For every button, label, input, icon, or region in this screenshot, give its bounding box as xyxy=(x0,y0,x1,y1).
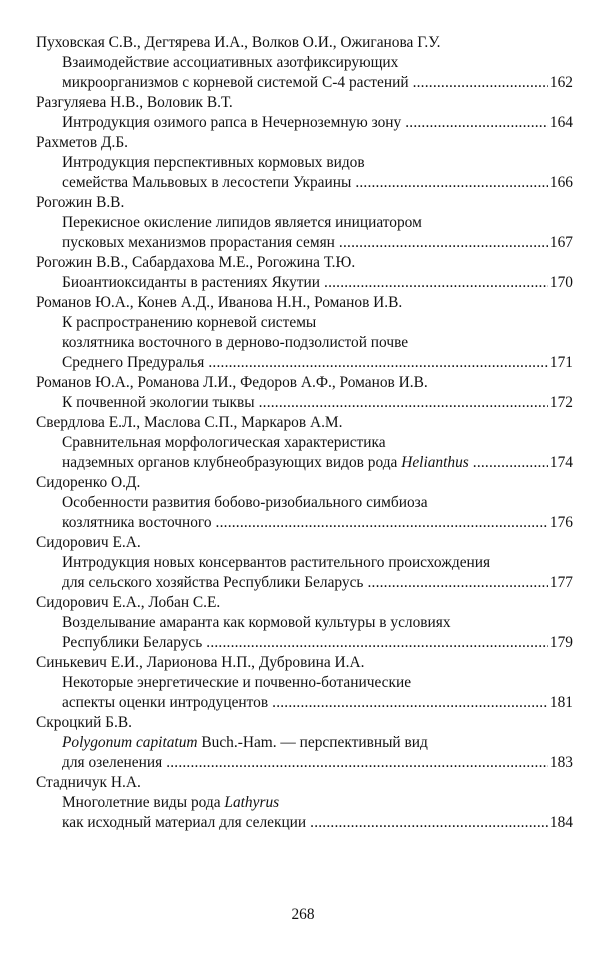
entry-title-text xyxy=(62,453,469,473)
entry-authors: Рогожин В.В., Сабардахова М.Е., Рогожина Т.Ю. xyxy=(36,254,356,271)
entry-title-last-line xyxy=(62,573,573,593)
entry-page-number: 174 xyxy=(549,454,573,471)
entry-title-line xyxy=(62,793,573,813)
toc-entry xyxy=(36,773,573,833)
entry-title-last-line xyxy=(62,393,573,413)
entry-authors: Стадничук Н.А. xyxy=(36,774,141,791)
entry-title-last-line xyxy=(62,453,573,473)
dot-leader xyxy=(206,633,548,653)
entry-title-last-line xyxy=(62,73,573,93)
title-segment: микроорганизмов с корневой системой С-4 растений xyxy=(62,74,409,91)
entry-title-line xyxy=(62,613,573,633)
entry-page-number: 166 xyxy=(549,174,573,191)
entry-title-last-line xyxy=(62,693,573,713)
entry-page-number: 183 xyxy=(549,754,573,771)
entry-title-line xyxy=(62,673,573,693)
entry-authors: Разгуляева Н.В., Воловик В.Т. xyxy=(36,94,233,111)
entry-title-last-line xyxy=(62,233,573,253)
entry-authors: Рахметов Д.Б. xyxy=(36,134,129,151)
entry-authors: Скроцкий Б.В. xyxy=(36,714,132,731)
title-segment: Возделывание амаранта как кормовой культуры в условиях xyxy=(62,614,451,631)
toc-entry xyxy=(36,253,573,293)
title-segment: Интродукция новых консервантов растительного происхождения xyxy=(62,554,491,571)
entry-title-last-line xyxy=(62,113,573,133)
entry-title-line xyxy=(62,733,573,753)
toc-entry xyxy=(36,713,573,773)
entry-title-line xyxy=(62,553,573,573)
title-segment: Сравнительная морфологическая характеристика xyxy=(62,434,386,451)
dot-leader xyxy=(166,753,548,773)
entry-authors: Сидорович Е.А. xyxy=(36,534,141,551)
entry-page-number: 172 xyxy=(549,394,573,411)
entry-page-number: 164 xyxy=(549,114,573,131)
entry-title-last-line xyxy=(62,273,573,293)
entry-page-number: 162 xyxy=(549,74,573,91)
latin-name: Helianthus xyxy=(401,454,469,471)
entry-title-text xyxy=(62,573,363,593)
dot-leader xyxy=(272,693,548,713)
entry-page-number: 177 xyxy=(549,574,573,591)
entry-title-text xyxy=(62,353,204,373)
toc-entry xyxy=(36,413,573,473)
entry-authors: Свердлова Е.Л., Маслова С.П., Маркаров А.М. xyxy=(36,414,343,431)
title-segment: К распространению корневой системы xyxy=(62,314,317,331)
entry-authors: Сидорович Е.А., Лобан С.Е. xyxy=(36,594,221,611)
dot-leader xyxy=(324,273,548,293)
title-segment: надземных органов клубнеобразующих видов рода xyxy=(62,454,402,471)
title-segment: Некоторые энергетические и почвенно-ботанические xyxy=(62,674,412,691)
toc-entry xyxy=(36,533,573,593)
entry-authors: Синькевич Е.И., Ларионова Н.П., Дубровина И.А. xyxy=(36,654,365,671)
title-segment: Среднего Предуралья xyxy=(62,354,205,371)
title-segment: козлятника восточного xyxy=(62,514,212,531)
entry-title-text xyxy=(62,113,401,133)
title-segment: Особенности развития бобово-ризобиального симбиоза xyxy=(62,494,428,511)
dot-leader xyxy=(473,453,548,473)
entry-title-line xyxy=(62,53,573,73)
entry-authors: Пуховская С.В., Дегтярева И.А., Волков О.И., Ожиганова Г.У. xyxy=(36,34,441,51)
toc-entry xyxy=(36,33,573,93)
entry-page-number: 170 xyxy=(549,274,573,291)
dot-leader xyxy=(405,113,548,133)
latin-name: Lathyrus xyxy=(224,794,280,811)
title-segment: семейства Мальвовых в лесостепи Украины xyxy=(62,174,352,191)
title-segment: К почвенной экологии тыквы xyxy=(62,394,255,411)
title-segment: Перекисное окисление липидов является инициатором xyxy=(62,214,422,231)
entry-title-text xyxy=(62,693,268,713)
entry-page-number: 181 xyxy=(549,694,573,711)
entry-title-last-line xyxy=(62,813,573,833)
title-segment: аспекты оценки интродуцентов xyxy=(62,694,269,711)
title-segment: как исходный материал для селекции xyxy=(62,814,307,831)
entry-title-last-line xyxy=(62,513,573,533)
title-segment: Биоантиоксиданты в растениях Якутии xyxy=(62,274,321,291)
dot-leader xyxy=(259,393,548,413)
entry-title-text xyxy=(62,73,409,93)
title-segment: козлятника восточного в дерново-подзолистой почве xyxy=(62,334,409,351)
dot-leader xyxy=(216,513,548,533)
dot-leader xyxy=(208,353,548,373)
toc-entry xyxy=(36,293,573,373)
entry-title-line xyxy=(62,153,573,173)
dot-leader xyxy=(310,813,548,833)
entry-title-line xyxy=(62,333,573,353)
toc-entry xyxy=(36,473,573,533)
entry-title-line xyxy=(62,313,573,333)
entry-title-text xyxy=(62,513,212,533)
entry-authors: Рогожин В.В. xyxy=(36,194,125,211)
entry-title-line xyxy=(62,433,573,453)
entry-title-text xyxy=(62,233,335,253)
entry-page-number: 167 xyxy=(549,234,573,251)
entry-title-last-line xyxy=(62,173,573,193)
entry-authors: Сидоренко О.Д. xyxy=(36,474,141,491)
latin-name: Polygonum capitatum xyxy=(62,734,198,751)
entry-title-text xyxy=(62,393,255,413)
title-segment: Взаимодействие ассоциативных азотфиксирующих xyxy=(62,54,399,71)
toc-entry xyxy=(36,93,573,133)
title-segment: Республики Беларусь xyxy=(62,634,203,651)
title-segment: Buch.-Ham. — перспективный вид xyxy=(197,734,428,751)
entry-title-last-line xyxy=(62,753,573,773)
table-of-contents xyxy=(36,33,573,833)
entry-title-text xyxy=(62,813,306,833)
page-number: 268 xyxy=(291,906,315,923)
dot-leader xyxy=(339,233,548,253)
entry-page-number: 179 xyxy=(549,634,573,651)
dot-leader xyxy=(355,173,548,193)
dot-leader xyxy=(413,73,548,93)
toc-entry xyxy=(36,373,573,413)
entry-authors: Романов Ю.А., Романова Л.И., Федоров А.Ф., Романов И.В. xyxy=(36,374,428,391)
entry-page-number: 184 xyxy=(549,814,573,831)
toc-entry xyxy=(36,193,573,253)
toc-entry xyxy=(36,653,573,713)
dot-leader xyxy=(367,573,547,593)
entry-page-number: 171 xyxy=(549,354,573,371)
entry-title-text xyxy=(62,273,320,293)
entry-authors: Романов Ю.А., Конев А.Д., Иванова Н.Н., Романов И.В. xyxy=(36,294,403,311)
toc-entry xyxy=(36,133,573,193)
toc-entry xyxy=(36,593,573,653)
title-segment: для сельского хозяйства Республики Беларусь xyxy=(62,574,364,591)
entry-title-line xyxy=(62,493,573,513)
entry-title-last-line xyxy=(62,633,573,653)
title-segment: для озеленения xyxy=(62,754,163,771)
entry-title-line xyxy=(62,213,573,233)
entry-page-number: 176 xyxy=(549,514,573,531)
entry-title-last-line xyxy=(62,353,573,373)
entry-title-text xyxy=(62,173,351,193)
entry-title-text xyxy=(62,753,162,773)
title-segment: Интродукция перспективных кормовых видов xyxy=(62,154,365,171)
title-segment: пусковых механизмов прорастания семян xyxy=(62,234,335,251)
title-segment: Многолетние виды рода xyxy=(62,794,225,811)
title-segment: Интродукция озимого рапса в Нечерноземную зону xyxy=(62,114,402,131)
entry-title-text xyxy=(62,633,202,653)
